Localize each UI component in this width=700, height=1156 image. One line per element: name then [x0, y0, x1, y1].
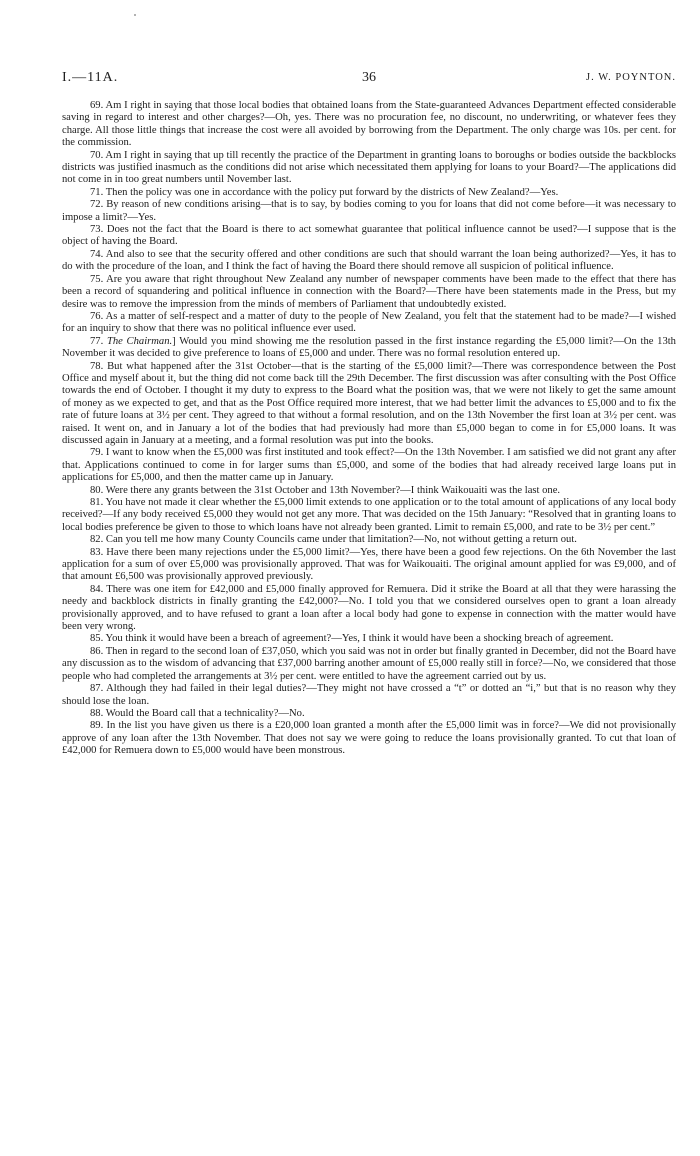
- paragraph-81: 81. You have not made it clear whether the £5,000 limit extends to one application or to the total amount of applications of any local body received?—If any body received £5,000 they would not get any more. That was decided on the 15th January: “Resolved that in granting loans to local bodies preference be given to those to which loans have not already been granted. Limit to remain £5,000, and rate to be 3½ per cent.”: [62, 497, 676, 533]
- speaker-chairman: The Chairman.: [106, 335, 173, 347]
- paragraph-75: 75. Are you aware that right throughout New Zealand any number of newspaper comments have been made to the effect that there has been a record of squandering and political influence in connection with the Board?—There have been statements made in the Press, but my desire was to remove the impression from the minds of members of Parliament that undoubtedly existed.: [62, 273, 676, 310]
- paragraph-72: 72. By reason of new conditions arising—that is to say, by bodies coming to you for loans that did not come before—it was necessary to impose a limit?—Yes.: [62, 199, 676, 223]
- paragraph-77: [62, 336, 676, 361]
- paragraph-85: 85. You think it would have been a breach of agreement?—Yes, I think it would have been a shocking breach of agreement.: [90, 633, 614, 645]
- paragraph-86: 86. Then in regard to the second loan of £37,050, which you said was not in order but finally granted in December, did not the Board have any discussion as to the wisdom of advancing that £37,000 barring another amount of £5,000 really still in force?—No, we considered that those people who had completed the arrangements at 3½ per cent. were entitled to have the agreement carried out by us.: [62, 645, 677, 682]
- document-body: [62, 100, 676, 758]
- paragraph-71: 71. Then the policy was one in accordance with the policy put forward by the districts of New Zealand?—Yes.: [90, 186, 559, 198]
- paragraph-79: 79. I want to know when the £5,000 was first instituted and took effect?—On the 13th November. I am satisfied we did not grant any after that. Applications continued to come in for larger sums than £5,000, and some of the bodies that had already received large loans put in applications for £5,000, and then the matter came up in January.: [62, 447, 676, 484]
- header-reference: I.—11A.: [62, 70, 119, 85]
- page-number: 36: [362, 70, 376, 85]
- paragraph-80: 80. Were there any grants between the 31st October and 13th November?—I think Waikouaiti was the last one.: [90, 484, 561, 496]
- paragraph-69: 69. Am I right in saying that those local bodies that obtained loans from the State-guaranteed Advances Department effected considerable saving in regard to interest and other charges?—Oh, yes. There was no procuration fee, no discount, no underwriting, or whatever fees they charge. All those little things that increase the cost were all avoided by borrowing from the Department. The only charge was 10s. per cent. for the commission.: [62, 100, 676, 149]
- paragraph-84: 84. There was one item for £42,000 and £5,000 finally approved for Remuera. Did it strike the Board at all that they were harassing the needy and backblock districts in finally granting the £42,000?—No. I told you that we considered ourselves open to grant a loan already provisionally approved, and to have refused to grant a loan after a local body had gone to expense in connection with the matter would have been very wrong.: [62, 583, 676, 633]
- paragraph-88: 88. Would the Board call that a technicality?—No.: [90, 707, 305, 719]
- paragraph-70: 70. Am I right in saying that up till recently the practice of the Department in granting loans to boroughs or bodies outside the backblocks districts was justified inasmuch as the conditions did not arise which necessitated them applying for loans to your Board?—The applications did not come in in too great numbers until November last.: [62, 149, 676, 186]
- page-header: [62, 70, 676, 90]
- paragraph-78: 78. But what happened after the 31st October—that is the starting of the £5,000 limit?—There was correspondence between the Post Office and myself about it, but the thing did not come back till the 29th December. The first discussion was after consulting with the Post Office towards the end of October. I thought it my duty to express to the Board what the position was, that we were not likely to get the same amount of money as we expected to get, and that as the Post Office required more interest, that we had better limit the advances to £5,000 and to fix the rate of future loans at 3½ per cent. They agreed to that without a formal resolution, and on the 13th November the first loan at 3½ per cent. was raised. It went on, and in January a lot of the bodies that had previously had more than £5,000 began to come in for £5,000 loans. It was discussed again in January at a meeting, and a formal resolution was put into the books.: [62, 360, 676, 446]
- paragraph-73: 73. Does not the fact that the Board is there to act somewhat guarantee that political influence cannot be used?—I suppose that is the object of having the Board.: [62, 224, 676, 248]
- paragraph-89: 89. In the list you have given us there is a £20,000 loan granted a month after the £5,000 limit was in force?—We did not provisionally approve of any loan after the 13th November. That does not say we were going to reduce the loans provisionally granted. To cut that loan of £42,000 for Remuera down to £5,000 would have been monstrous.: [62, 720, 676, 757]
- paragraph-83: 83. Have there been many rejections under the £5,000 limit?—Yes, there have been a good few rejections. On the 6th November the last application for a sum of over £5,000 was provisionally approved. That was for Waikouaiti. The original amount applied for was £9,000, and of that amount £6,500 was provisionally approved previously.: [62, 546, 676, 583]
- paragraph-77-lead: 77.: [90, 335, 107, 347]
- header-witness: J. W. POYNTON.: [586, 72, 676, 83]
- paragraph-82: 82. Can you tell me how many County Councils came under that limitation?—No, not without getting a return out.: [90, 534, 577, 546]
- paragraph-87: 87. Although they had failed in their legal duties?—They might not have crossed a “t” or dotted an “i,” but that is no reason why they should lose the loan.: [62, 683, 676, 707]
- paragraph-77-text: ] Would you mind showing me the resolution passed in the first instance regarding the £5,000 limit?—On the 13th November it was decided to give preference to loans of £5,000 and under. There was no formal resolution entered up.: [62, 335, 676, 360]
- paragraph-74: 74. And also to see that the security offered and other conditions are such that should warrant the loan being authorized?—Yes, it has to do with the procedure of the loan, and I think the fact of having the Board there should remove all suspicion of political influence.: [62, 248, 676, 273]
- scan-speck: [134, 14, 136, 16]
- paragraph-76: 76. As a matter of self-respect and a matter of duty to the people of New Zealand, you felt that the statement had to be made?—I wished for an inquiry to show that there was no political influence ever used.: [62, 310, 676, 335]
